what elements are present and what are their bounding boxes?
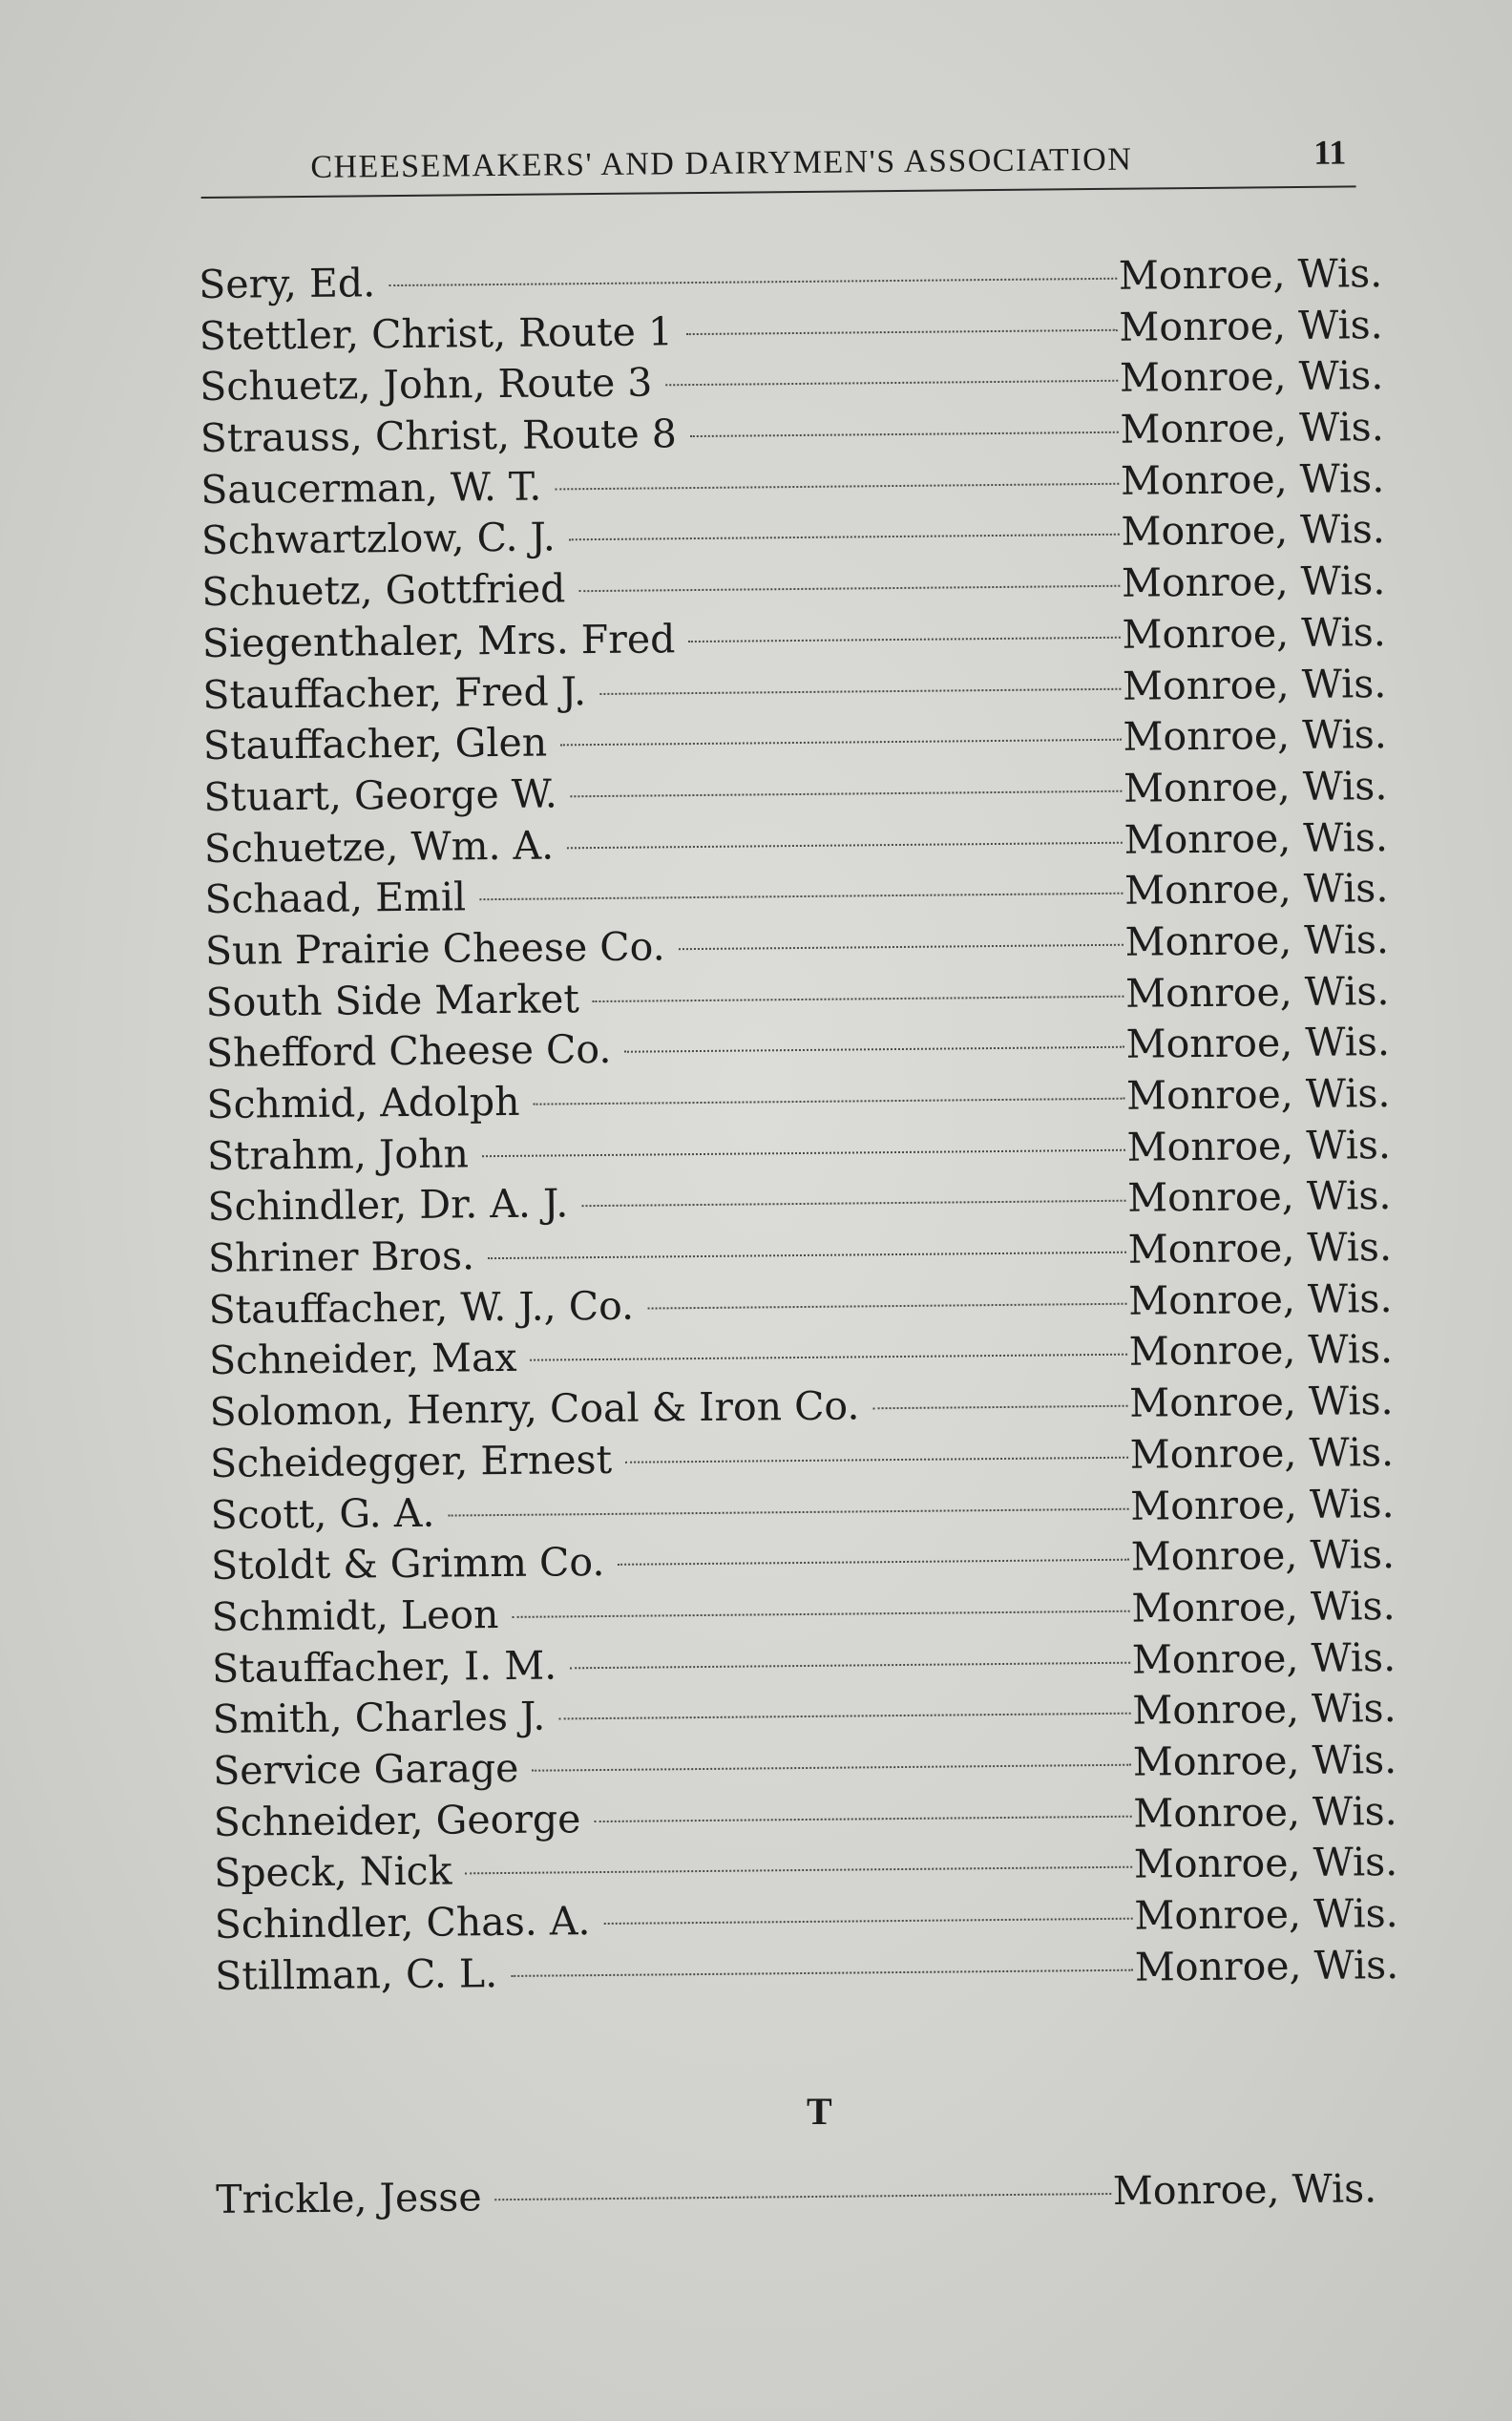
entry-location: Monroe, Wis. [1131,1582,1396,1632]
dot-leader [603,1918,1132,1925]
entry-name: Schindler, Dr. A. J. [207,1180,569,1231]
entry-name: Stauffacher, Glen [202,719,548,769]
member-list-s [199,248,1398,2002]
entry-location: Monroe, Wis. [1121,558,1386,606]
entry-name: Schuetz, John, Route 3 [200,359,653,411]
dot-leader [488,1252,1126,1259]
entry-name: Stuart, George W. [203,770,558,820]
dot-leader [511,1968,1133,1976]
dot-leader [560,739,1121,747]
entry-name: Service Garage [212,1744,519,1794]
entry-location: Monroe, Wis. [1126,1172,1392,1222]
entry-location: Monroe, Wis. [1124,865,1389,914]
entry-location: Monroe, Wis. [1134,1890,1398,1939]
dot-leader [690,432,1119,437]
dot-leader [482,1148,1125,1156]
dot-leader [679,944,1124,950]
entry-location: Monroe, Wis. [1130,1531,1396,1580]
member-list-t [216,2163,1376,2225]
dot-leader [532,1764,1130,1772]
entry-location: Monroe, Wis. [1121,506,1385,556]
dot-leader [569,534,1120,541]
entry-location: Monroe, Wis. [1125,1070,1391,1119]
entry-location: Monroe, Wis. [1119,352,1384,402]
entry-name: Stettler, Christ, Route 1 [199,307,674,359]
directory-entry [216,2163,1376,2225]
entry-name: Stillman, C. L. [215,1949,498,1999]
dot-leader [571,790,1122,798]
entry-location: Monroe, Wis. [1129,1428,1395,1478]
entry-name: Schmidt, Leon [211,1590,499,1640]
dot-leader [570,1661,1130,1669]
entry-name: Trickle, Jesse [216,2174,482,2222]
entry-name: Schaad, Emil [204,874,467,923]
dot-leader [479,893,1123,900]
entry-location: Monroe, Wis. [1118,250,1383,299]
entry-name: Schmid, Adolph [206,1078,520,1127]
running-head [200,122,1356,197]
entry-location: Monroe, Wis. [1127,1224,1393,1273]
entry-location: Monroe, Wis. [1122,660,1387,709]
entry-location: Monroe, Wis. [1124,916,1390,965]
dot-leader [567,841,1122,849]
dot-leader [534,1098,1125,1105]
dot-leader [624,1046,1124,1053]
dot-leader [688,637,1120,642]
dot-leader [599,687,1121,694]
running-title: CHEESEMAKERS' AND DAIRYMEN'S ASSOCIATION [310,141,1133,185]
dot-leader [647,1302,1126,1309]
entry-name: Speck, Nick [213,1847,452,1897]
entry-location: Monroe, Wis. [1119,301,1383,350]
dot-leader [581,1200,1125,1207]
directory-entry [215,1940,1398,2003]
entry-location: Monroe, Wis. [1131,1633,1396,1683]
entry-name: Shriner Bros. [207,1232,475,1282]
section-letter-t: T [807,2090,832,2133]
dot-leader [495,2193,1111,2200]
entry-location: Monroe, Wis. [1133,1787,1397,1837]
entry-location: Monroe, Wis. [1120,454,1385,504]
entry-name: Schindler, Chas. A. [214,1898,591,1947]
entry-location: Monroe, Wis. [1124,813,1389,863]
entry-location: Monroe, Wis. [1122,608,1387,658]
entry-location: Monroe, Wis. [1125,1019,1391,1068]
dot-leader [465,1866,1131,1875]
entry-name: Scheidegger, Ernest [209,1436,613,1486]
entry-location: Monroe, Wis. [1123,762,1388,811]
entry-name: Stauffacher, Fred J. [202,667,587,718]
entry-name: Sery, Ed. [199,260,376,307]
entry-location: Monroe, Wis. [1130,1480,1395,1529]
entry-name: Shefford Cheese Co. [205,1026,612,1077]
entry-location: Monroe, Wis. [1129,1378,1394,1426]
dot-leader [593,995,1124,1001]
dot-leader [555,483,1119,491]
entry-name: Stauffacher, I. M. [211,1642,557,1692]
dot-leader [872,1405,1127,1410]
header-rule [201,185,1356,199]
dot-leader [618,1559,1128,1566]
entry-name: Strahm, John [206,1130,470,1179]
entry-location: Monroe, Wis. [1132,1736,1397,1785]
entry-name: South Side Market [205,975,580,1025]
dot-leader [558,1713,1130,1720]
entry-name: Stoldt & Grimm Co. [210,1539,605,1589]
page-number: 11 [1313,133,1347,172]
entry-name: Smith, Charles J. [212,1693,546,1743]
entry-name: Stauffacher, W. J., Co. [208,1282,635,1333]
entry-location: Monroe, Wis. [1126,1121,1392,1170]
entry-name: Schwartzlow, C. J. [200,514,556,564]
entry-name: Saucerman, W. T. [200,463,542,513]
entry-name: Sun Prairie Cheese Co. [204,923,665,974]
dot-leader [388,278,1117,286]
entry-name: Scott, G. A. [210,1489,435,1538]
entry-name: Schneider, Max [208,1335,517,1384]
dot-leader [625,1457,1128,1463]
dot-leader [531,1354,1127,1361]
entry-name: Strauss, Christ, Route 8 [200,411,678,462]
entry-location: Monroe, Wis. [1123,711,1388,760]
entry-location: Monroe, Wis. [1134,1941,1399,1990]
dot-leader [512,1610,1129,1618]
entry-location: Monroe, Wis. [1133,1839,1398,1887]
entry-name: Schuetze, Wm. A. [203,822,555,872]
entry-name: Schuetz, Gottfried [201,565,566,616]
dot-leader [578,585,1120,592]
entry-location: Monroe, Wis. [1128,1326,1394,1376]
entry-name: Siegenthaler, Mrs. Fred [201,616,676,666]
entry-name: Schneider, George [213,1795,581,1845]
entry-name: Solomon, Henry, Coal & Iron Co. [209,1382,860,1436]
entry-location: Monroe, Wis. [1127,1274,1393,1324]
entry-location: Monroe, Wis. [1124,967,1390,1017]
entry-location: Monroe, Wis. [1112,2165,1377,2214]
entry-location: Monroe, Wis. [1132,1685,1396,1734]
dot-leader [686,328,1117,334]
dot-leader [594,1815,1131,1821]
entry-location: Monroe, Wis. [1120,404,1384,453]
dot-leader [665,380,1118,387]
dot-leader [448,1507,1128,1516]
